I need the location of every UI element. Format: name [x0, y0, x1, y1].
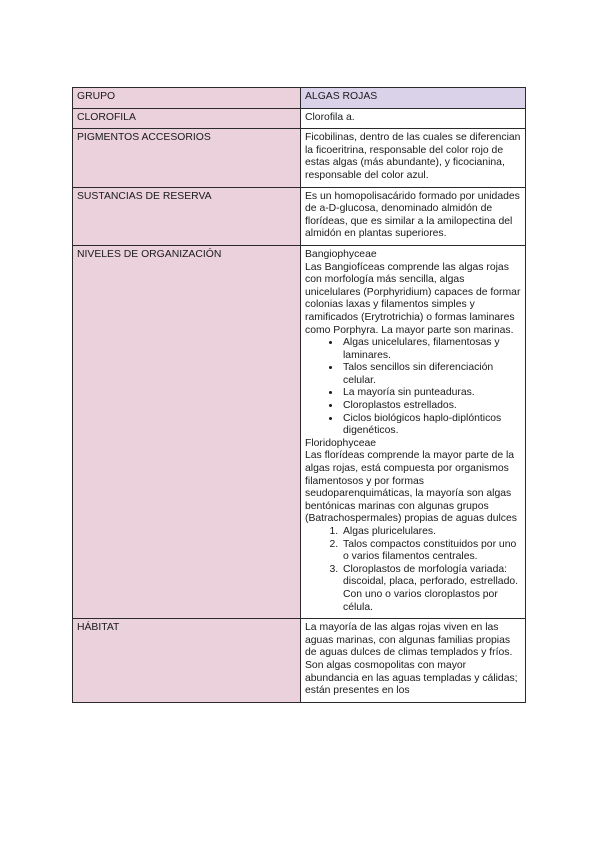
table-row-niveles	[73, 245, 526, 618]
florido-text: Las florídeas comprende la mayor parte de la algas rojas, está compuesta por organismos filamentosos y por formas seudoparenquimáticas, la mayoría son algas bentónicas marinas con algunas grupos (Batrachospermales) propias de aguas dulces	[305, 450, 517, 525]
clorofila-value: Clorofila a.	[301, 108, 526, 129]
clorofila-label: CLOROFILA	[73, 108, 301, 129]
bangio-title: Bangiophyceae	[305, 248, 377, 260]
table-row-header	[73, 88, 526, 109]
list-item: 1. Algas pluricelulares.	[341, 526, 521, 539]
bangio-bullet-list	[305, 337, 521, 438]
list-item: • La mayoría sin punteaduras.	[341, 387, 521, 400]
reserva-value: Es un homopolisacárido formado por unidades de a-D-glucosa, denominado almidón de florídeas, que es similar a la amilopectina del almidón en plantas superiores.	[301, 187, 526, 245]
pigmentos-value: Ficobilinas, dentro de las cuales se diferencian la ficoeritrina, responsable del color rojo de estas algas (más abundante), y ficocianina, responsable del color azul.	[301, 129, 526, 187]
list-item: • Ciclos biológicos haplo-diplónticos digenéticos.	[341, 413, 521, 438]
header-right-cell: ALGAS ROJAS	[301, 88, 526, 109]
reserva-label: SUSTANCIAS DE RESERVA	[73, 187, 301, 245]
algas-rojas-table	[72, 87, 526, 703]
pigmentos-label: PIGMENTOS ACCESORIOS	[73, 129, 301, 187]
table-row-reserva	[73, 187, 526, 245]
bangio-text: Las Bangiofíceas comprende las algas rojas con morfología más sencilla, algas unicelulares (Porphyridium) capaces de formar colonias laxas y filamentos simples y ramificados (Erytrotrichia) o formas laminares como Porphyra. La mayor parte son marinas.	[305, 261, 521, 336]
table-row-clorofila	[73, 108, 526, 129]
list-item: • Talos sencillos sin diferenciación celular.	[341, 362, 521, 387]
florido-title: Floridophyceae	[305, 437, 377, 449]
list-item: 3. Cloroplastos de morfología variada: discoidal, placa, perforado, estrellado. Con uno o varios cloroplastos por célula.	[341, 564, 521, 614]
niveles-value	[301, 245, 526, 618]
header-left-cell: GRUPO	[73, 88, 301, 109]
florido-numbered-list	[305, 526, 521, 614]
niveles-label: NIVELES DE ORGANIZACIÓN	[73, 245, 301, 618]
habitat-value: La mayoría de las algas rojas viven en las aguas marinas, con algunas familias propias de aguas dulces de climas templados y fríos. Son algas cosmopolitas con mayor abundancia en las aguas templadas y cálidas; están presentes en los	[301, 619, 526, 703]
list-item: • Cloroplastos estrellados.	[341, 400, 521, 413]
list-item: • Algas unicelulares, filamentosas y laminares.	[341, 337, 521, 362]
table-row-pigmentos	[73, 129, 526, 187]
table-row-habitat	[73, 619, 526, 703]
habitat-label: HÁBITAT	[73, 619, 301, 703]
list-item: 2. Talos compactos constituidos por uno o varios filamentos centrales.	[341, 539, 521, 564]
